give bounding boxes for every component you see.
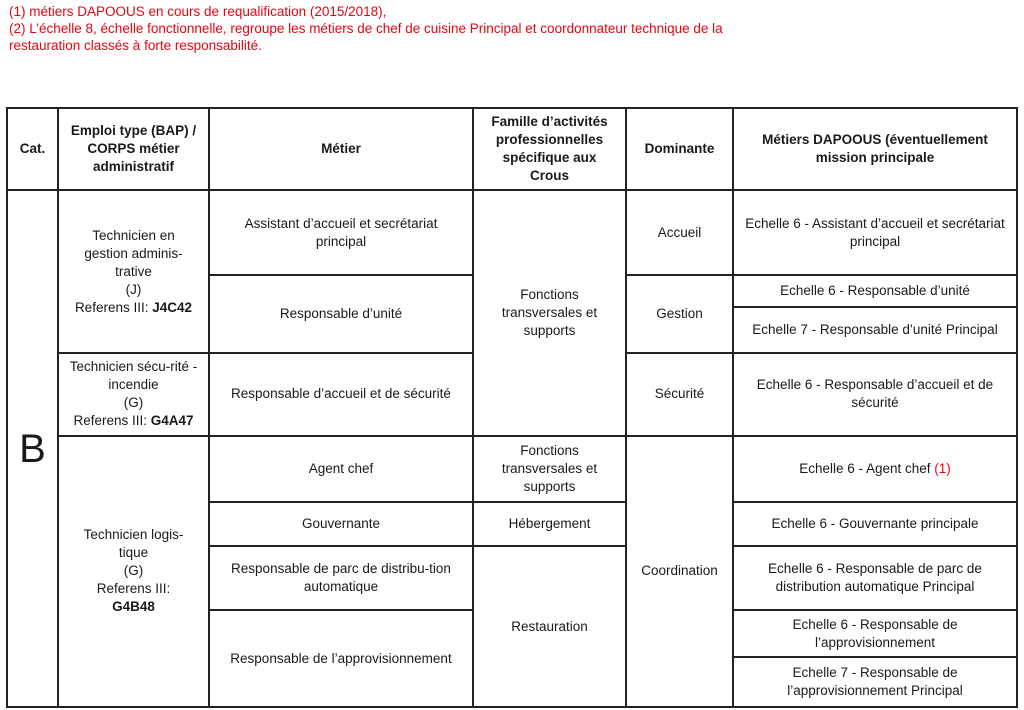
header-emploi: Emploi type (BAP) / CORPS métier administratif	[58, 108, 209, 190]
dominante-cell: Accueil	[626, 190, 733, 274]
emploi-code: (G)	[123, 395, 144, 411]
dominante-cell: Coordination	[626, 436, 733, 707]
dapoous-cell: Echelle 7 - Responsable de l’approvisionnement Principal	[733, 657, 1017, 707]
emploi-label: Technicien en gestion adminis-trative	[84, 227, 183, 279]
metier-cell: Responsable de l’approvisionnement	[209, 610, 473, 707]
dapoous-cell: Echelle 6 - Responsable d’unité	[733, 275, 1017, 307]
metier-cell: Agent chef	[209, 436, 473, 502]
dapoous-cell: Echelle 6 - Responsable de l’approvisionnement	[733, 610, 1017, 656]
footnotes	[9, 3, 1009, 54]
dapoous-cell: Echelle 6 - Gouvernante principale	[733, 502, 1017, 546]
dominante-cell: Sécurité	[626, 353, 733, 435]
emploi-label: Technicien logis-tique	[83, 527, 184, 561]
metier-cell: Responsable de parc de distribu-tion automatique	[209, 546, 473, 610]
footnote-1: (1) métiers DAPOOUS en cours de requalification (2015/2018),	[9, 4, 387, 19]
dapoous-text: Echelle 6 - Agent chef	[799, 460, 931, 476]
footnote-2-cont: restauration classés à forte responsabilité.	[9, 38, 262, 53]
emploi-cell	[58, 353, 209, 435]
emploi-cell	[58, 436, 209, 707]
emploi-code: (G)	[123, 563, 144, 579]
dapoous-cell: Echelle 6 - Assistant d’accueil et secrétariat principal	[733, 190, 1017, 274]
famille-cell: Fonctions transversales et supports	[473, 190, 626, 435]
table-row	[7, 436, 1017, 502]
header-cat: Cat.	[7, 108, 58, 190]
dapoous-cell: Echelle 6 - Responsable de parc de distribution automatique Principal	[733, 546, 1017, 610]
metier-cell: Assistant d’accueil et secrétariat principal	[209, 190, 473, 274]
famille-cell: Fonctions transversales et supports	[473, 436, 626, 502]
category-cell: B	[7, 190, 58, 707]
referens-label: Referens III:	[73, 413, 147, 429]
header-metier: Métier	[209, 108, 473, 190]
dapoous-cell: Echelle 7 - Responsable d’unité Principal	[733, 307, 1017, 353]
header-famille: Famille d’activités professionnelles spécifique aux Crous	[473, 108, 626, 190]
famille-cell: Restauration	[473, 546, 626, 707]
referens-code: J4C42	[152, 299, 193, 315]
jobs-table	[6, 107, 1018, 708]
emploi-cell	[58, 190, 209, 353]
footnote-2: (2) L’échelle 8, échelle fonctionnelle, regroupe les métiers de chef de cuisine Principal et coordonnateur technique de la	[9, 21, 723, 36]
metier-cell: Gouvernante	[209, 502, 473, 546]
header-row	[7, 108, 1017, 190]
referens-label: Referens III:	[74, 299, 149, 315]
dapoous-cell	[733, 436, 1017, 502]
famille-cell: Hébergement	[473, 502, 626, 546]
header-dominante: Dominante	[626, 108, 733, 190]
metier-cell: Responsable d’unité	[209, 275, 473, 353]
dapoous-cell: Echelle 6 - Responsable d’accueil et de sécurité	[733, 353, 1017, 435]
dominante-cell: Gestion	[626, 275, 733, 353]
referens-code: G4B48	[112, 599, 155, 615]
metier-cell: Responsable d’accueil et de sécurité	[209, 353, 473, 435]
table-row	[7, 190, 1017, 274]
header-dapoous: Métiers DAPOOUS (éventuellement mission principale	[733, 108, 1017, 190]
referens-label: Referens III:	[96, 581, 171, 597]
referens-code: G4A47	[150, 413, 194, 429]
emploi-label: Technicien sécu-rité - incendie	[69, 359, 198, 393]
footnote-ref: (1)	[934, 460, 951, 476]
emploi-code: (J)	[125, 281, 142, 297]
